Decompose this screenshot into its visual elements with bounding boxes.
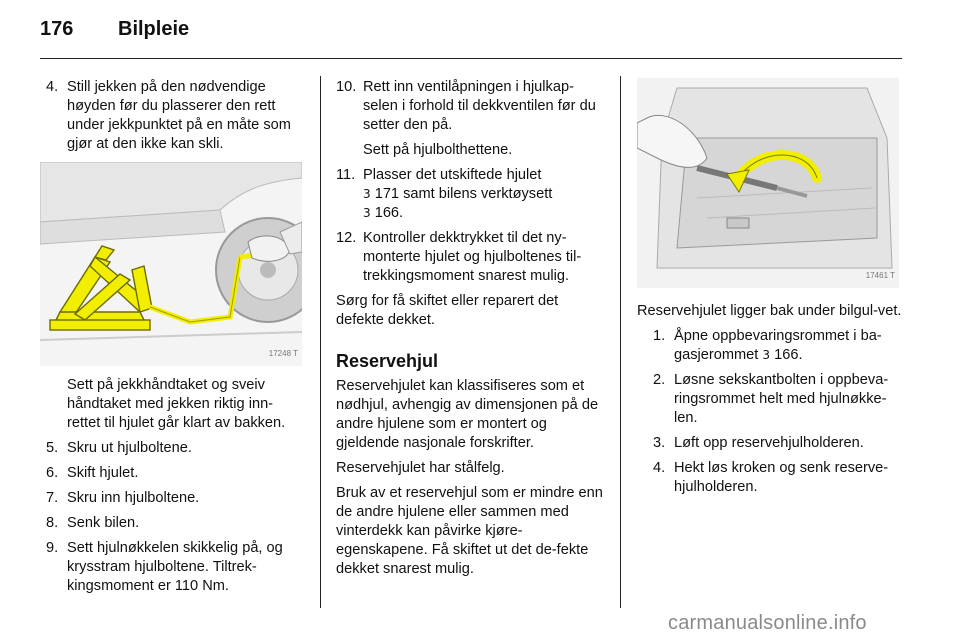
- figure-code: 17248 T: [268, 349, 298, 358]
- paragraph-usage: Bruk av et reservehjul som er mindre enn de andre hjulene eller sammen med vinterdekk kan påvirke kjøre-egenskapene. Få skiftet ut det de-fekte dekket snarest mulig.: [336, 485, 603, 577]
- watermark: carmanualsonline.info: [668, 612, 867, 634]
- step-12: 12. Kontroller dekktrykket til det ny-monterte hjulet og hjulboltenes til-trekkingsmoment snarest mulig.: [336, 230, 582, 284]
- jack-illustration: [40, 162, 302, 366]
- cross-reference-icon: 3: [762, 348, 771, 362]
- spare-wheel-intro: Reservehjulet ligger bak under bilgul-vet.: [637, 303, 902, 319]
- page-header: [40, 18, 900, 48]
- section-heading: Reservehjul: [336, 351, 439, 371]
- column-2: [336, 78, 606, 585]
- jack-figure: [40, 162, 302, 366]
- header-rule: [40, 58, 902, 59]
- cross-reference-icon: 3: [363, 187, 371, 201]
- figure-code: 17461 T: [865, 271, 895, 280]
- cross-reference-icon: 3: [363, 206, 371, 220]
- step-9: 9. Sett hjulnøkkelen skikkelig på, og krysstram hjulboltene. Tiltrek-kingsmoment er 110 Nm.: [46, 540, 283, 594]
- spare-step-4: 4. Hekt løs kroken og senk reserve-hjulholderen.: [653, 460, 889, 495]
- spare-step-2: 2. Løsne sekskantbolten i oppbeva-ringsrommet helt med hjulnøkke-len.: [653, 372, 889, 426]
- column-1: [40, 78, 306, 602]
- spare-step-3: 3. Løft opp reservehjulholderen.: [653, 435, 864, 451]
- paragraph-repair: Sørg for få skiftet eller reparert det defekte dekket.: [336, 293, 559, 328]
- step-10-note: Sett på hjulbolthettene.: [363, 142, 513, 158]
- step-6: 6. Skift hjulet.: [46, 465, 139, 481]
- step-11: 11. Plasser det utskiftede hjulet 3 171 samt bilens verktøysett 3 166.: [336, 167, 553, 221]
- step-4: 4. Still jekken på den nødvendige høyden før du plasserer den rett under jekkpunktet på en måte som gjør at den ikke kan skli.: [46, 79, 291, 152]
- column-divider-2: [620, 76, 621, 608]
- spare-step-1: 1. Åpne oppbevaringsrommet i ba-gasjerommet 3 166.: [653, 328, 882, 363]
- step-5: 5. Skru ut hjulboltene.: [46, 440, 192, 456]
- spare-wheel-illustration: [637, 78, 899, 288]
- step-8: 8. Senk bilen.: [46, 515, 140, 531]
- paragraph-classification: Reservehjulet kan klassifiseres som et nødhjul, avhengig av dimensjonen på de andre hjulene som er montert og gjeldende nasjonale forskrifter.: [336, 378, 599, 451]
- column-3: [637, 78, 907, 503]
- page-number: 176: [40, 18, 74, 40]
- figure-note: Sett på jekkhåndtaket og sveiv håndtaket med jekken riktig inn-rettet til hjulet går klart av bakken.: [67, 377, 286, 431]
- column-divider-1: [320, 76, 321, 608]
- chapter-title: Bilpleie: [118, 18, 190, 40]
- step-10: 10. Rett inn ventilåpningen i hjulkap-selen i forhold til dekkventilen før du setter den på.: [336, 79, 596, 133]
- step-7: 7. Skru inn hjulboltene.: [46, 490, 200, 506]
- spare-wheel-figure: [637, 78, 899, 288]
- paragraph-steel-rim: Reservehjulet har stålfelg.: [336, 460, 505, 476]
